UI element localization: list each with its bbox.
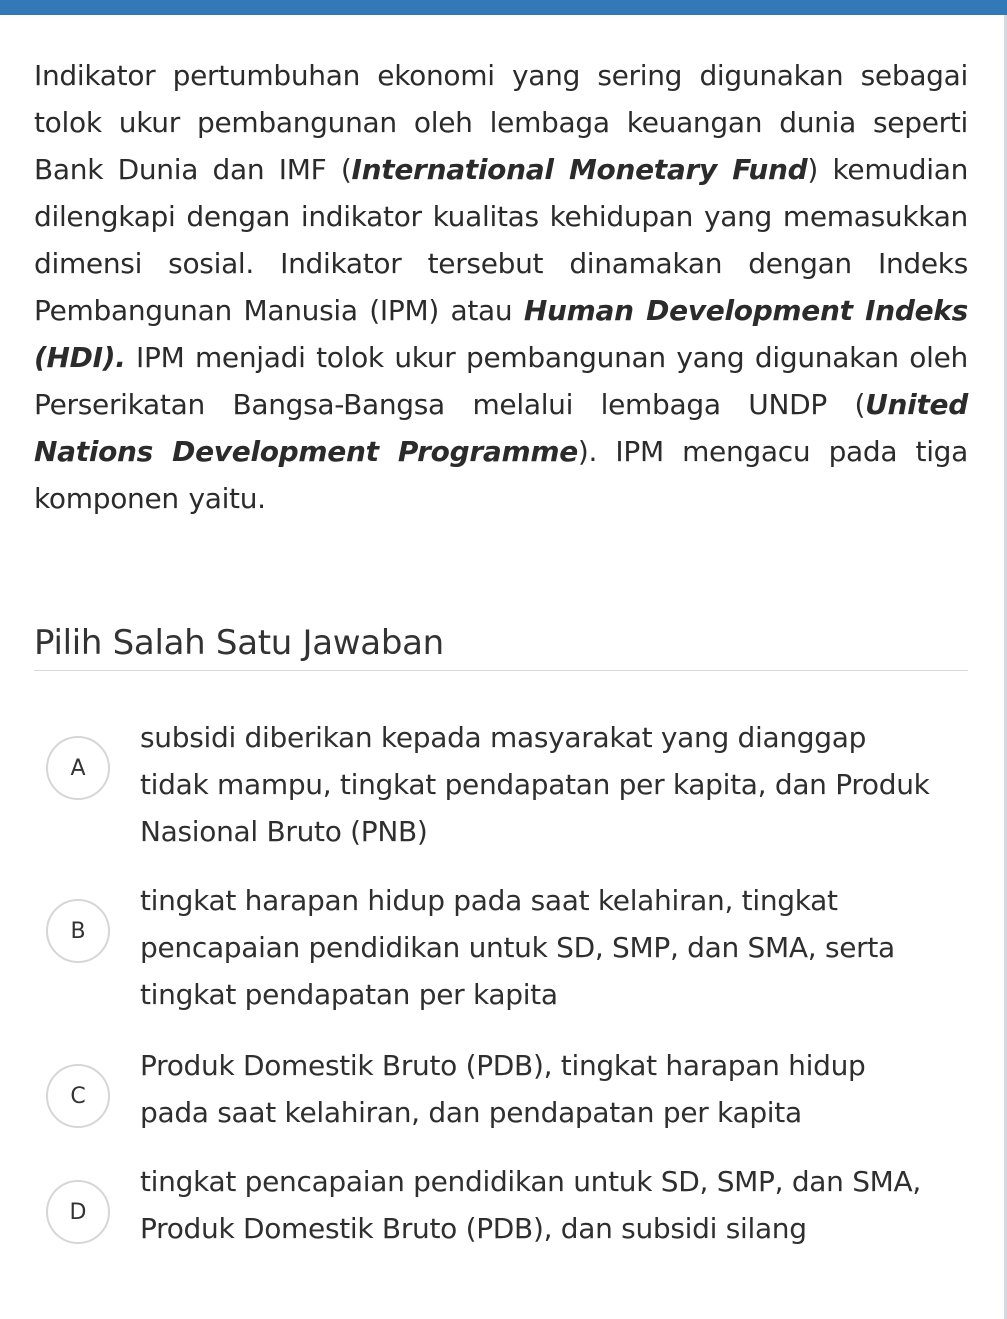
divider [34,670,968,671]
option-b-text[interactable]: tingkat harapan hidup pada saat kelahiran, tingkat pencapaian pendidikan untuk SD, SMP, dan SMA, serta tingkat pendapatan per kapita [140,884,895,1011]
option-c-radio[interactable]: C [46,1064,110,1128]
passage-text-4: ). IPM mengacu pada tiga komponen yaitu. [34,435,968,515]
option-a-radio[interactable]: A [46,736,110,800]
passage-text-3: IPM menjadi tolok ukur pembangunan yang digunakan oleh Perserikatan Bangsa-Bangsa melalui lembaga UNDP ( [34,341,968,421]
option-b-radio[interactable]: B [46,899,110,963]
question-passage [34,52,968,522]
option-c-text[interactable]: Produk Domestik Bruto (PDB), tingkat harapan hidup pada saat kelahiran, dan pendapatan per kapita [140,1049,866,1129]
passage-text-2: ) kemudian dilengkapi dengan indikator kualitas kehidupan yang memasukkan dimensi sosial. Indikator tersebut dinamakan dengan Indeks Pembangunan Manusia (IPM) atau [34,153,969,327]
passage-emphasis-imf: International Monetary Fund [351,153,808,186]
passage-emphasis-hdi: Human Development Indeks (HDI). [34,294,968,374]
option-d-text[interactable]: tingkat pencapaian pendidikan untuk SD, SMP, dan SMA, Produk Domestik Bruto (PDB), dan subsidi silang [140,1165,921,1245]
passage-emphasis-undp: United Nations Development Programme [34,388,968,468]
top-accent-bar [0,0,1007,15]
passage-text-1: Indikator pertumbuhan ekonomi yang sering digunakan sebagai tolok ukur pembangunan oleh lembaga keuangan dunia seperti Bank Dunia dan IMF ( [34,59,968,186]
section-title: Pilih Salah Satu Jawaban [34,623,444,663]
option-a-text[interactable]: subsidi diberikan kepada masyarakat yang dianggap tidak mampu, tingkat pendapatan per kapita, dan Produk Nasional Bruto (PNB) [140,721,930,848]
option-d-radio[interactable]: D [46,1180,110,1244]
